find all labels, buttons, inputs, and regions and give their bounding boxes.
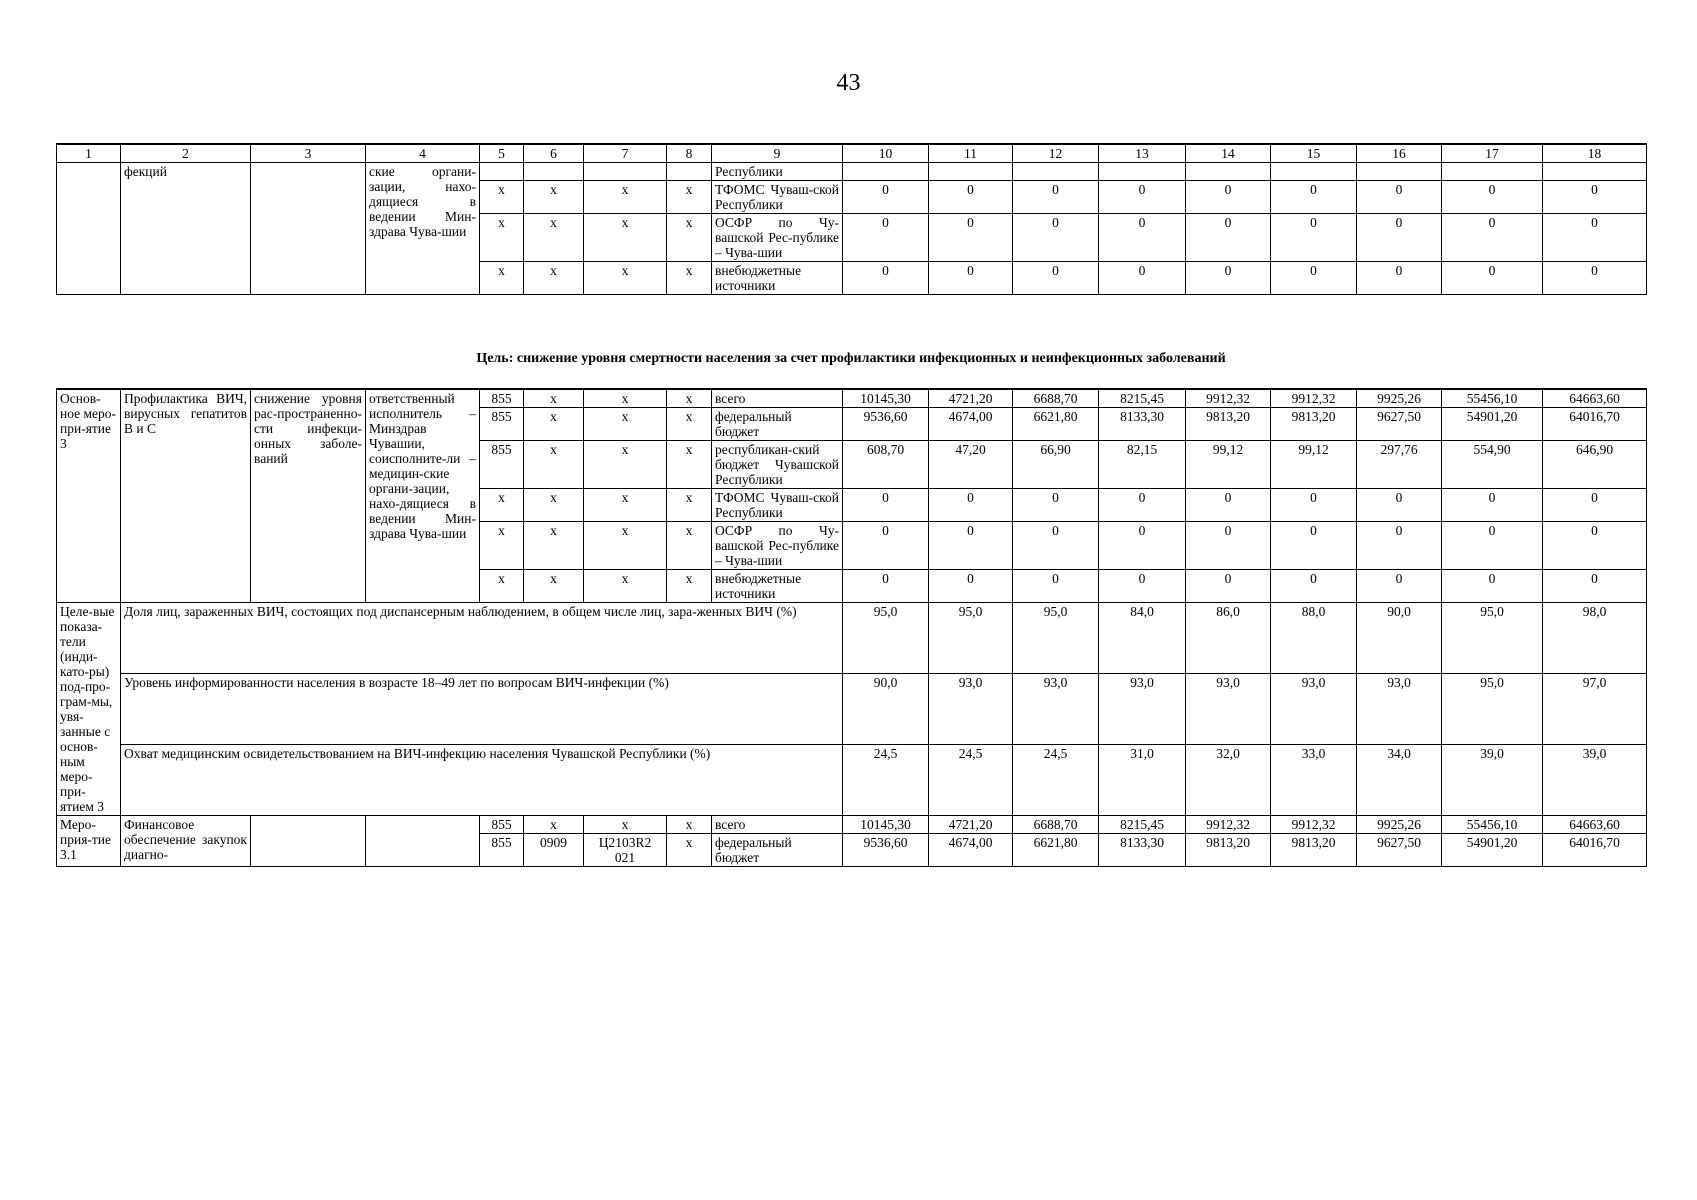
- source-cell: внебюджетные источники: [712, 262, 843, 295]
- table-cell: 0: [1543, 522, 1647, 570]
- table-cell: 98,0: [1543, 603, 1647, 674]
- table-row: [57, 816, 1647, 834]
- table-cell: 6688,70: [1013, 389, 1099, 408]
- table-cell: x: [524, 408, 584, 441]
- source-cell: внебюджетные источники: [712, 570, 843, 603]
- table-cell: 0: [1186, 181, 1271, 214]
- col-header: 13: [1099, 144, 1186, 163]
- table-cell: 55456,10: [1442, 389, 1543, 408]
- table-cell: 855: [480, 408, 524, 441]
- col-header: 15: [1271, 144, 1357, 163]
- table-cell: 0: [1186, 262, 1271, 295]
- table-cell: 24,5: [1013, 745, 1099, 816]
- table-cell: 54901,20: [1442, 834, 1543, 867]
- col-header: 8: [667, 144, 712, 163]
- table-cell: x: [584, 181, 667, 214]
- table-cell: 0: [929, 214, 1013, 262]
- table-cell: x: [667, 262, 712, 295]
- table-cell: 0: [1186, 570, 1271, 603]
- col-header: 5: [480, 144, 524, 163]
- table-cell: 8215,45: [1099, 389, 1186, 408]
- table-cell: 0: [1442, 489, 1543, 522]
- table-cell: 93,0: [1186, 674, 1271, 745]
- table-cell: 6621,80: [1013, 408, 1099, 441]
- table-cell: x: [584, 408, 667, 441]
- table-cell: 39,0: [1442, 745, 1543, 816]
- table-cell: 0: [1357, 214, 1442, 262]
- table-cell: x: [667, 522, 712, 570]
- table-cell: 95,0: [843, 603, 929, 674]
- table-cell: 0: [1186, 522, 1271, 570]
- table-cell: 9925,26: [1357, 816, 1442, 834]
- table-cell: 86,0: [1186, 603, 1271, 674]
- source-cell: федеральный бюджет: [712, 408, 843, 441]
- table-cell: 99,12: [1271, 441, 1357, 489]
- source-cell: ОСФР по Чу-вашской Рес-публике – Чува-шии: [712, 522, 843, 570]
- col-header: 11: [929, 144, 1013, 163]
- indicators-label: Целе-вые показа-тели (инди-като-ры) под-про-грам-мы, увя-занные с основ-ным меро-при-ятием 3: [57, 603, 121, 816]
- table-cell: 84,0: [1099, 603, 1186, 674]
- empty-cell: [1099, 163, 1186, 181]
- table-cell: 93,0: [1357, 674, 1442, 745]
- empty-cell: [1013, 163, 1099, 181]
- table-cell: x: [584, 816, 667, 834]
- table-cell: 0909: [524, 834, 584, 867]
- table-cell: 0: [1271, 570, 1357, 603]
- table-cell: x: [667, 389, 712, 408]
- table-cell: x: [524, 389, 584, 408]
- table-cell: 0: [1099, 570, 1186, 603]
- table-cell: 33,0: [1271, 745, 1357, 816]
- table-cell: 8133,30: [1099, 408, 1186, 441]
- table-cell: 10145,30: [843, 389, 929, 408]
- indicator-text: Доля лиц, зараженных ВИЧ, состоящих под диспансерным наблюдением, в общем числе лиц, зара-женных ВИЧ (%): [121, 603, 843, 674]
- col-header: 12: [1013, 144, 1099, 163]
- cont-col4: ские органи-зации, нахо-дящиеся в ведении Мин-здрава Чува-шии: [366, 163, 480, 295]
- table-cell: 9627,50: [1357, 408, 1442, 441]
- table-cell: x: [667, 441, 712, 489]
- table-cell: 0: [1357, 522, 1442, 570]
- table-cell: x: [584, 441, 667, 489]
- table-cell: 0: [1099, 181, 1186, 214]
- table-cell: 0: [1271, 489, 1357, 522]
- table-cell: 97,0: [1543, 674, 1647, 745]
- table-cell: 0: [1357, 181, 1442, 214]
- table-cell: 0: [1442, 522, 1543, 570]
- table-cell: 0: [929, 181, 1013, 214]
- empty-cell: [1271, 163, 1357, 181]
- empty-cell: [251, 816, 366, 867]
- table-cell: 93,0: [1099, 674, 1186, 745]
- table-cell: 0: [1543, 181, 1647, 214]
- table-cell: 8215,45: [1099, 816, 1186, 834]
- table-cell: 90,0: [843, 674, 929, 745]
- table-cell: 855: [480, 441, 524, 489]
- table-cell: 855: [480, 834, 524, 867]
- table-cell: 66,90: [1013, 441, 1099, 489]
- table-cell: 0: [1543, 262, 1647, 295]
- empty-cell: [57, 163, 121, 295]
- table-cell: 0: [1099, 489, 1186, 522]
- table-cell: 93,0: [1013, 674, 1099, 745]
- main-col4: ответственный исполнитель – Минздрав Чувашии, соисполните-ли – медицин-ские органи-зации, нахо-дящиеся в ведении Мин-здрава Чува-шии: [366, 389, 480, 603]
- table-cell: 82,15: [1099, 441, 1186, 489]
- table-cell: 6621,80: [1013, 834, 1099, 867]
- table-cell: 9813,20: [1186, 834, 1271, 867]
- table-cell: 4721,20: [929, 389, 1013, 408]
- table-cell: x: [524, 816, 584, 834]
- table-cell: 0: [1271, 181, 1357, 214]
- table-cell: 0: [1013, 522, 1099, 570]
- table-cell: 9536,60: [843, 408, 929, 441]
- table-cell: x: [667, 489, 712, 522]
- table-cell: 9912,32: [1271, 816, 1357, 834]
- table-cell: 64016,70: [1543, 834, 1647, 867]
- table-cell: x: [480, 489, 524, 522]
- col-header: 6: [524, 144, 584, 163]
- table-row: [57, 163, 1647, 181]
- table-cell: 4674,00: [929, 408, 1013, 441]
- empty-cell: [1186, 163, 1271, 181]
- table-cell: 0: [1357, 489, 1442, 522]
- table-cell: 9925,26: [1357, 389, 1442, 408]
- table-cell: 0: [1442, 214, 1543, 262]
- table-row: [57, 389, 1647, 408]
- table-cell: 31,0: [1099, 745, 1186, 816]
- table-cell: 64663,60: [1543, 389, 1647, 408]
- table-cell: 0: [843, 489, 929, 522]
- table-cell: 646,90: [1543, 441, 1647, 489]
- empty-cell: [251, 163, 366, 295]
- table-cell: 9813,20: [1186, 408, 1271, 441]
- table-cell: 0: [1013, 181, 1099, 214]
- table-cell: 4721,20: [929, 816, 1013, 834]
- table-cell: 39,0: [1543, 745, 1647, 816]
- table-cell: x: [667, 834, 712, 867]
- table-cell: 0: [1099, 262, 1186, 295]
- indicator-row: [57, 745, 1647, 816]
- source-cell: республикан-ский бюджет Чувашской Республики: [712, 441, 843, 489]
- table-cell: 0: [929, 489, 1013, 522]
- table-cell: 24,5: [929, 745, 1013, 816]
- main-col2: Профилактика ВИЧ, вирусных гепатитов В и С: [121, 389, 251, 603]
- empty-cell: [843, 163, 929, 181]
- table-cell: 24,5: [843, 745, 929, 816]
- table-cell: 0: [929, 522, 1013, 570]
- main-col1: Основ-ное меро-при-ятие 3: [57, 389, 121, 603]
- table-cell: 0: [929, 262, 1013, 295]
- col-header: 10: [843, 144, 929, 163]
- table-cell: 9912,32: [1186, 389, 1271, 408]
- table-cell: x: [524, 181, 584, 214]
- table-cell: 93,0: [929, 674, 1013, 745]
- table-cell: 855: [480, 816, 524, 834]
- table-cell: 95,0: [1013, 603, 1099, 674]
- table-cell: 54901,20: [1442, 408, 1543, 441]
- empty-cell: [929, 163, 1013, 181]
- table-cell: 0: [843, 570, 929, 603]
- table-cell: x: [524, 441, 584, 489]
- table-cell: 64016,70: [1543, 408, 1647, 441]
- table-cell: 9627,50: [1357, 834, 1442, 867]
- table-cell: 95,0: [1442, 603, 1543, 674]
- col-header: 16: [1357, 144, 1442, 163]
- table-cell: 0: [843, 181, 929, 214]
- table-cell: 297,76: [1357, 441, 1442, 489]
- table-cell: 9813,20: [1271, 408, 1357, 441]
- table-cell: x: [584, 262, 667, 295]
- empty-cell: [667, 163, 712, 181]
- table-cell: 608,70: [843, 441, 929, 489]
- table-cell: Ц2103R2 021: [584, 834, 667, 867]
- table-cell: 0: [1543, 489, 1647, 522]
- table-cell: 0: [1013, 262, 1099, 295]
- empty-cell: [480, 163, 524, 181]
- table-cell: 0: [1013, 214, 1099, 262]
- table-cell: 55456,10: [1442, 816, 1543, 834]
- table-cell: x: [667, 408, 712, 441]
- table-cell: x: [524, 522, 584, 570]
- table-cell: x: [524, 570, 584, 603]
- table-cell: 9536,60: [843, 834, 929, 867]
- measure-col2: Финансовое обеспечение закупок диагно-: [121, 816, 251, 867]
- table-cell: 0: [1271, 214, 1357, 262]
- col-header: 7: [584, 144, 667, 163]
- table-cell: 0: [1442, 262, 1543, 295]
- table-cell: 47,20: [929, 441, 1013, 489]
- table-cell: x: [480, 262, 524, 295]
- empty-cell: [1357, 163, 1442, 181]
- table-cell: 90,0: [1357, 603, 1442, 674]
- table-cell: 0: [1186, 214, 1271, 262]
- measure-col1: Меро-прия-тие 3.1: [57, 816, 121, 867]
- table-cell: x: [584, 570, 667, 603]
- table-cell: 0: [1357, 262, 1442, 295]
- table-cell: x: [480, 570, 524, 603]
- goal-heading: Цель: снижение уровня смертности населения за счет профилактики инфекционных и неинфекционных заболеваний: [476, 351, 1226, 366]
- table-cell: 8133,30: [1099, 834, 1186, 867]
- cont-col2: фекций: [121, 163, 251, 295]
- table-cell: 0: [843, 522, 929, 570]
- table-cell: x: [524, 489, 584, 522]
- indicator-row: [57, 674, 1647, 745]
- table-cell: x: [524, 262, 584, 295]
- table-cell: 0: [929, 570, 1013, 603]
- table-cell: 855: [480, 389, 524, 408]
- table-cell: 99,12: [1186, 441, 1271, 489]
- table-cell: x: [667, 181, 712, 214]
- table-cell: 4674,00: [929, 834, 1013, 867]
- table-cell: x: [584, 389, 667, 408]
- empty-cell: [1543, 163, 1647, 181]
- col-header: 18: [1543, 144, 1647, 163]
- table-cell: 0: [1357, 570, 1442, 603]
- empty-cell: [366, 816, 480, 867]
- source-cell: ТФОМС Чуваш-ской Республики: [712, 181, 843, 214]
- table-cell: 0: [1186, 489, 1271, 522]
- col-header: 1: [57, 144, 121, 163]
- table-cell: 64663,60: [1543, 816, 1647, 834]
- col-header: 17: [1442, 144, 1543, 163]
- table-cell: 0: [843, 214, 929, 262]
- table-cell: 0: [1442, 570, 1543, 603]
- table-cell: x: [524, 214, 584, 262]
- table-cell: 0: [1271, 522, 1357, 570]
- empty-cell: [524, 163, 584, 181]
- source-cell: всего: [712, 816, 843, 834]
- source-cell: всего: [712, 389, 843, 408]
- table-cell: 0: [1543, 214, 1647, 262]
- indicator-text: Охват медицинским освидетельствованием на ВИЧ-инфекцию населения Чувашской Республики (%): [121, 745, 843, 816]
- table-cell: x: [584, 522, 667, 570]
- budget-table-main: [56, 388, 1647, 867]
- table-cell: x: [480, 214, 524, 262]
- table-cell: x: [584, 489, 667, 522]
- empty-cell: [584, 163, 667, 181]
- page-number: 43: [836, 70, 861, 96]
- table-cell: 9813,20: [1271, 834, 1357, 867]
- table-cell: x: [667, 570, 712, 603]
- col-header: 3: [251, 144, 366, 163]
- table-cell: 0: [1099, 522, 1186, 570]
- table-cell: 0: [1271, 262, 1357, 295]
- table-cell: 95,0: [929, 603, 1013, 674]
- source-cell: федеральный бюджет: [712, 834, 843, 867]
- col-header: 9: [712, 144, 843, 163]
- table-cell: 34,0: [1357, 745, 1442, 816]
- budget-table-continuation: [56, 143, 1647, 295]
- table-cell: 9912,32: [1186, 816, 1271, 834]
- table-cell: x: [584, 214, 667, 262]
- table-cell: 88,0: [1271, 603, 1357, 674]
- table-cell: 554,90: [1442, 441, 1543, 489]
- table-cell: 95,0: [1442, 674, 1543, 745]
- main-col3: снижение уровня рас-пространенно-сти инфекци-онных заболе-ваний: [251, 389, 366, 603]
- table-cell: x: [667, 816, 712, 834]
- table-cell: 93,0: [1271, 674, 1357, 745]
- col-header: 2: [121, 144, 251, 163]
- source-cell: ОСФР по Чу-вашской Рес-публике – Чува-шии: [712, 214, 843, 262]
- col-header: 4: [366, 144, 480, 163]
- table-cell: 0: [1099, 214, 1186, 262]
- table-cell: 0: [1442, 181, 1543, 214]
- table-cell: x: [480, 181, 524, 214]
- table-cell: 9912,32: [1271, 389, 1357, 408]
- table-cell: 0: [1013, 570, 1099, 603]
- table-cell: 6688,70: [1013, 816, 1099, 834]
- indicator-row: [57, 603, 1647, 674]
- empty-cell: [1442, 163, 1543, 181]
- table-cell: x: [480, 522, 524, 570]
- table-cell: x: [667, 214, 712, 262]
- table-cell: 32,0: [1186, 745, 1271, 816]
- indicator-text: Уровень информированности населения в возрасте 18–49 лет по вопросам ВИЧ-инфекции (%): [121, 674, 843, 745]
- column-number-row: [57, 144, 1647, 163]
- table-cell: 0: [1543, 570, 1647, 603]
- col-header: 14: [1186, 144, 1271, 163]
- table-cell: 0: [1013, 489, 1099, 522]
- source-cell: ТФОМС Чуваш-ской Республики: [712, 489, 843, 522]
- source-cell: Республики: [712, 163, 843, 181]
- table-cell: 10145,30: [843, 816, 929, 834]
- table-cell: 0: [843, 262, 929, 295]
